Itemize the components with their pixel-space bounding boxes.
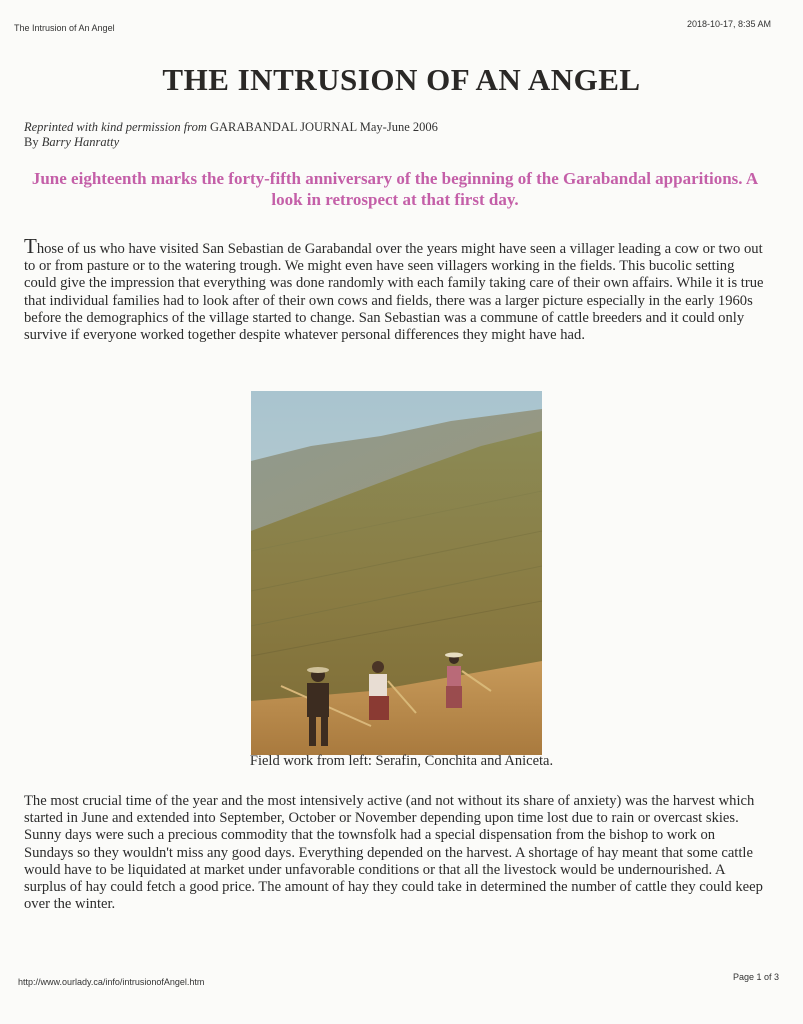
page-indicator: Page 1 of 3 (732, 972, 779, 982)
lead-paragraph: June eighteenth marks the forty-fifth anniversary of the beginning of the Garabandal apparitions. A look in retrospect at that first day. (31, 169, 759, 209)
byline (24, 135, 438, 150)
body-paragraph-1 (24, 234, 764, 344)
byline-prefix: By (24, 135, 39, 149)
article-credit (24, 120, 438, 150)
article-title: THE INTRUSION OF AN ANGEL (162, 62, 641, 97)
drop-cap: T (24, 234, 37, 258)
paragraph-1-text: hose of us who have visited San Sebastian de Garabandal over the years might have seen a villager leading a cow or two out to or from pasture or to the watering trough. We might even have seen villagers working in the fields. This bucolic setting could give the impression that everything was done randomly with each family taking care of their own affairs. While it is true that individual families had to look after of their own cows and fields, there was a larger picture especially in the early 1960s before the demographics of the village started to change. San Sebastian was a commune of cattle breeders and it could only survive if everyone worked together despite whatever personal differences they might have had. (24, 241, 764, 344)
author-name: Barry Hanratty (41, 135, 120, 149)
body-paragraph-2: The most crucial time of the year and the most intensively active (and not without its share of anxiety) was the harvest which started in June and extended into September, October or November depending upon time lost due to rain or overcast skies. Sunny days were such a precious commodity that the townsfolk had a special dispensation from the bishop to work on Sundays so they wouldn't miss any good days. Everything depended on the harvest. A shortage of hay meant that some cattle would have to be liquidated at market under unfavorable conditions or that all the livestock would be undernourished. A surplus of hay could fetch a good price. The amount of hay they could take in determined the number of cattle they could keep over the winter. (24, 793, 763, 913)
photo-caption: Field work from left: Serafin, Conchita and Aniceta. (249, 753, 554, 769)
reprint-prefix: Reprinted with kind permission from (24, 120, 207, 134)
field-work-photo (251, 391, 542, 755)
reprint-line (24, 120, 438, 135)
reprint-source: GARABANDAL JOURNAL May-June 2006 (210, 120, 438, 134)
print-footer-url: http://www.ourlady.ca/info/intrusionofAngel.htm (18, 977, 205, 987)
print-header-timestamp: 2018-10-17, 8:35 AM (686, 19, 771, 29)
print-header-title: The Intrusion of An Angel (14, 23, 115, 33)
